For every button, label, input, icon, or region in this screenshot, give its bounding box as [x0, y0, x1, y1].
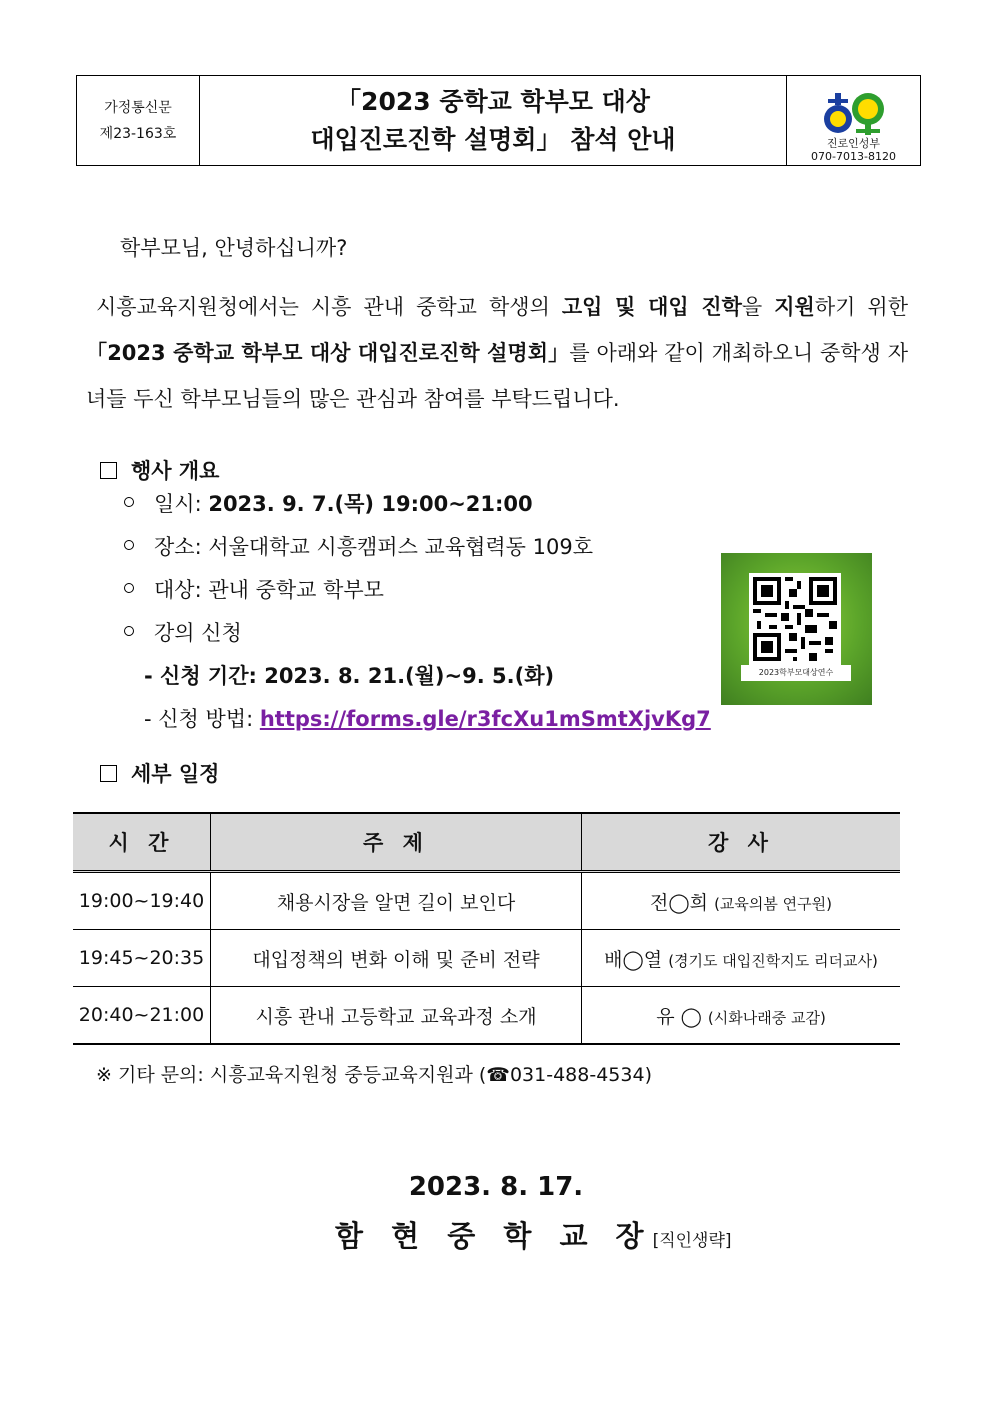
doc-number: 제23-163호: [99, 125, 177, 142]
issue-date: 2023. 8. 17.: [408, 1172, 584, 1202]
qr-code-icon: [749, 573, 841, 665]
apply-method: - 신청 방법: https://forms.gle/r3fcXu1mSmtXjvKg7: [144, 707, 711, 731]
cell-speaker: 전◯희 (교육의봄 연구원): [582, 872, 901, 930]
list-item-apply: 강의 신청: [124, 617, 711, 660]
table-row: [73, 872, 900, 930]
overview-list: [124, 488, 711, 746]
circle-bullet-icon: [124, 540, 134, 550]
table-header-row: [73, 813, 900, 872]
apply-link[interactable]: https://forms.gle/r3fcXu1mSmtXjvKg7: [259, 707, 711, 731]
doc-type: 가정통신문: [104, 99, 172, 116]
doc-info: [77, 76, 200, 165]
list-item-target: 대상: 관내 중학교 학부모: [124, 574, 711, 617]
list-item-date: 일시: 2023. 9. 7.(목) 19:00~21:00: [124, 488, 711, 531]
seal-note: [직인생략]: [652, 1231, 732, 1251]
square-bullet-icon: [100, 462, 117, 479]
list-item-place: 장소: 서울대학교 시흥캠퍼스 교육협력동 109호: [124, 531, 711, 574]
cell-time: 19:00~19:40: [73, 872, 211, 930]
circle-bullet-icon: [124, 626, 134, 636]
greeting: 학부모님, 안녕하십니까?: [120, 236, 348, 260]
schedule-heading: 세부 일정: [100, 758, 219, 788]
table-row: [73, 930, 900, 987]
cell-speaker: 배◯열 (경기도 대입진학지도 리더교사): [582, 930, 901, 987]
apply-period: - 신청 기간: 2023. 8. 21.(월)~9. 5.(화): [144, 664, 555, 688]
col-time: 시 간: [73, 813, 211, 872]
contact-note: ※ 기타 문의: 시흥교육지원청 중등교육지원과 (☎031-488-4534): [96, 1064, 652, 1086]
qr-caption: 2023학부모대상연수: [741, 665, 851, 681]
col-speaker: 강 사: [582, 813, 901, 872]
school-logo-icon: [818, 89, 890, 137]
col-topic: 주 제: [211, 813, 582, 872]
signer-name: 함 현 중 학 교 장: [335, 1219, 653, 1253]
body-paragraph: 시흥교육지원청에서는 시흥 관내 중학교 학생의 고입 및 대입 진학을 지원하기 위한 「2023 중학교 학부모 대상 대입진로진학 설명회」를 아래와 같이 개최하오니 중학생 자녀들 두신 학부모님들의 많은 관심과 참여를 부탁드립니다.: [86, 295, 908, 411]
table-row: [73, 987, 900, 1045]
qr-code-image: [721, 553, 872, 705]
circle-bullet-icon: [124, 583, 134, 593]
title-line2: 대입진로진학 설명회」 참석 안내: [310, 124, 676, 154]
cell-time: 20:40~21:00: [73, 987, 211, 1045]
schedule-table: [73, 812, 900, 1045]
cell-topic: 채용시장을 알면 길이 보인다: [211, 872, 582, 930]
dept-phone: 070-7013-8120: [811, 150, 896, 163]
header-box: [76, 75, 921, 166]
dept-info: [786, 76, 920, 165]
cell-topic: 대입정책의 변화 이해 및 준비 전략: [211, 930, 582, 987]
square-bullet-icon: [100, 765, 117, 782]
signature-line: [335, 1214, 732, 1255]
cell-speaker: 유 ◯ (시화나래중 교감): [582, 987, 901, 1045]
dept-name: 진로인성부: [826, 137, 881, 150]
cell-topic: 시흥 관내 고등학교 교육과정 소개: [211, 987, 582, 1045]
overview-heading: 행사 개요: [100, 455, 219, 485]
cell-time: 19:45~20:35: [73, 930, 211, 987]
doc-title: [200, 76, 786, 165]
title-line1: 「2023 중학교 학부모 대상: [336, 86, 650, 116]
circle-bullet-icon: [124, 497, 134, 507]
